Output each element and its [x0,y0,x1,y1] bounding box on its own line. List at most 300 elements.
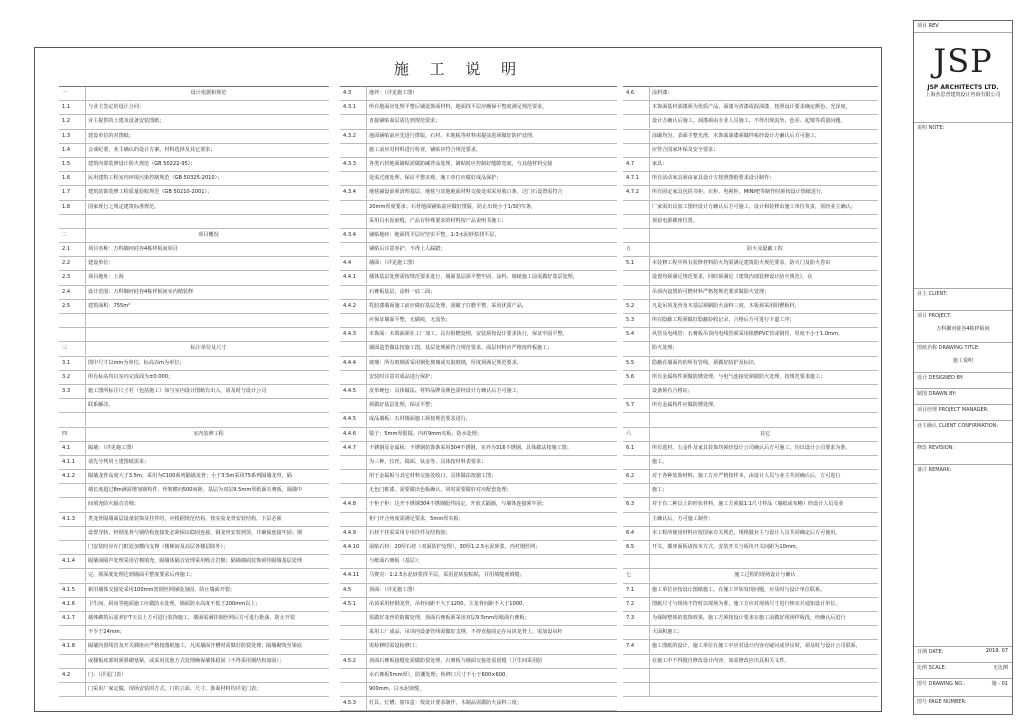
spec-row [59,442,329,456]
spec-row [340,357,617,371]
spec-number: 六 [626,430,632,437]
spec-text: 成品墙板：石材墙面施工须按规范要求进行， [366,413,617,426]
spec-text: 顶面石膏板接缝处需做防裂处理，石膏板与墙面交接处需留缝（卫生间采用防 [366,655,617,668]
spec-number: 6.1 [626,444,635,451]
spec-row [59,342,329,356]
spec-row [623,243,878,257]
spec-number: 1.4 [62,146,71,153]
spec-row [623,385,878,399]
spec-text [649,683,878,696]
spec-number: 五 [626,246,632,253]
spec-row [623,527,878,541]
spec-row [340,144,617,158]
spec-text: 墙体砌筑后需养护7天以上方可进行装饰施工，墙面需满挂钢丝网后方可进行批荡，防止开裂 [85,612,329,625]
spec-number: 4.3.2 [343,132,356,139]
spec-row [340,314,617,328]
spec-text: 或楼板底部时须斜砌塞紧，或采用其他方式处理确保墙体稳固（不得采用钢结构加固）； [85,655,329,668]
spec-row [623,371,878,385]
spec-number: 2.2 [62,260,71,267]
spec-row [59,541,329,555]
spec-text: 木饰面基材油漆须为优质产品，面漆为清漆或混油漆，按照设计要求确定颜色、光泽度， [649,101,878,114]
spec-row [623,669,878,683]
spec-row [623,172,878,186]
spec-row [623,257,878,271]
spec-number: 4.1 [62,444,71,451]
spec-number: 7.3 [626,614,635,621]
spec-number: 4.2 [62,671,71,678]
spec-row [59,513,329,527]
spec-number: 7.1 [626,586,635,593]
spec-text: 对于各种装饰材料，施工方应严格按样本，由设计人员与业主共同确认后，方可进行 [649,470,878,483]
spec-number: 1.7 [62,189,71,196]
spec-row [340,655,617,669]
spec-row [623,399,878,413]
spec-text: 皮革硬包：具体做法、材料品牌及颜色需经设计方确认后方可施工， [366,385,617,398]
spec-text: 马赛克：1:2.5水泥砂浆找平层，采用瓷砖胶粘贴，并用填缝剂填缝； [366,569,617,582]
spec-row [59,569,329,583]
spec-text: 石材干挂需采用专用挂件及结构胶； [366,527,617,540]
spec-row [623,413,878,427]
spec-text: 应符合国家环保及安全要求； [649,144,878,157]
spec-row [59,626,329,640]
spec-number: 6.5 [626,544,635,550]
spec-row [340,513,617,527]
spec-text: 施工。 [649,456,878,469]
spec-row [59,172,329,186]
spec-number: 5.3 [626,317,635,323]
spec-row [623,101,878,115]
spec-row [623,541,878,555]
spec-text: 建设单位的对图纸； [85,130,329,143]
spec-number: 4.4.10 [343,544,360,550]
spec-row [59,314,329,328]
spec-row [59,243,329,257]
drawing-sheet [34,47,882,712]
spec-row [59,598,329,612]
spec-text: 间填充防火隔音岩棉； [85,498,329,511]
spec-text [85,413,329,426]
spec-text: 于柜子柜：达开不锈钢304不锈钢配件固定，开放式隔墙，与墙体连接须牢固； [366,498,617,511]
spec-row [59,271,329,285]
spec-row [623,357,878,371]
drawing-no-block: 图号 DRAWING NO.: 施 - 01 [914,679,1012,697]
project-name: 万科御河硅谷4栋样板间 [936,326,990,332]
spec-row [340,555,617,569]
spec-row [59,413,329,427]
spec-row [59,257,329,271]
spec-number: 4.5 [343,586,352,593]
spec-row [340,640,617,654]
spec-text: 为保障整体的装饰效果，施工方须按设计要求在施工前做好现场样板段，经确认后进行 [649,612,878,625]
spec-text: 主确认后，方可施工制作； [649,513,878,526]
spec-row [59,158,329,172]
spec-text: 与业主签定的设计合同； [85,101,329,114]
spec-text: 家具： [649,158,878,171]
tb-header: 项目 REV [914,21,1012,33]
spec-number: 1.6 [62,175,71,182]
spec-text: 用于金属板与其它材料交接处收口，具体做法按施工图； [366,470,617,483]
client-block: 业主 CLIENT: [914,289,1012,311]
spec-number: 5.4 [626,331,635,338]
spec-row [59,186,329,200]
spec-number: 4.4 [343,260,352,267]
spec-row [623,186,878,200]
spec-text: 玻璃：所有玻璃需采用钢化玻璃或夹胶玻璃，厚度须满足规范要求， [366,357,617,370]
spec-number: 7.2 [626,600,635,607]
spec-text: 大面积施工； [649,626,878,639]
spec-row [623,456,878,470]
spec-text: 设计范围：万科御河硅谷4栋样板间室内精装修 [85,286,329,299]
spec-number: 二 [62,231,68,238]
spec-number: 一 [62,90,68,96]
company-name-cn: 上海杰思普建筑设计咨询有限公司 [925,92,1001,98]
spec-text: 设备须有合格证； [649,385,878,398]
spec-text: 施工； [649,484,878,497]
spec-text: 直接铺贴面层需达到规范要求； [366,115,617,128]
notes-column-2 [340,86,617,711]
spec-text: 图纸尺寸与现场不符时以现场为准，施工方应对现场尺寸进行核实并通知设计单位。 [649,598,878,611]
spec-text: 风管及电线管：石膏板吊顶内电线管须采用阻燃PVC管或钢管，厚度不小于1.0mm， [649,328,878,341]
spec-text: 室内装修工程 [85,428,329,441]
spec-text: 防火处理； [649,342,878,355]
spec-text: 其它 [649,428,878,441]
spec-number: 5.1 [626,260,635,267]
notes-block: 说明 NOTE: [914,123,1012,289]
spec-row [623,158,878,172]
spec-row [340,243,617,257]
spec-row [623,215,878,229]
spec-number: 4.4.5 [343,416,356,423]
spec-number: 4.1.2 [62,473,75,480]
spec-row [59,300,329,314]
spec-row [340,669,617,683]
spec-text: 施工单位应按设计图纸施工，在施工中如发现问题，应及时与设计单位联系。 [649,584,878,597]
project-block: 项目 PROJECT: 万科御河硅谷4栋样板间 [914,311,1012,343]
spec-text: 水石膏板5mm厚），防潮处理；检修口尺寸不小于600×600， [366,669,617,682]
spec-row [59,286,329,300]
spec-text: 门：（详见门表） [85,669,329,682]
spec-row [623,640,878,654]
spec-text: 项目地址：上海 [85,271,329,284]
spec-text: 施工前应对材料进行检查，铺贴应符合规范要求， [366,144,617,157]
spec-text: 铺贴后注意养护，不得上人踩踏； [366,243,617,256]
spec-row [623,442,878,456]
spec-text: 业主提供的土建及设备安装图纸； [85,115,329,128]
spec-text: 凡是吊顶龙骨及木基层须刷防火涂料三度，木板须采用阻燃板材， [649,300,878,313]
spec-text [649,555,878,568]
spec-row [340,115,617,129]
spec-number: 4.3.4 [343,189,356,196]
spec-text: 顶面：（详见施工图） [366,584,617,597]
spec-text: 会谈纪要、业主确认的设计方案、材料选择及其它要求； [85,144,329,157]
spec-row [340,130,617,144]
spec-row [340,456,617,470]
spec-text: 门采用厂家定做，现场安装的方式，门的立面、尺寸、饰面材料均详见门表； [85,683,329,696]
spec-row [340,101,617,115]
drawing-title-block: 图纸名称 DRAWING TITLE: 施工说明 [914,343,1012,373]
spec-text: 为三种，拉丝、镜面、钛金等，具体按材料表要求； [366,456,617,469]
spec-row [340,300,617,314]
spec-text [85,215,329,228]
spec-text: 涂刷均匀，表面平整光滑，木饰面油漆须做样板经设计方确认后方可施工， [649,130,878,143]
spec-text: 项目概况 [85,229,329,242]
spec-text: 吊顶内设置的可燃材料严格按规范要求做防火处理； [649,286,878,299]
spec-row [340,413,617,427]
designed-block: 设计 DESIGNED BY: [914,373,1012,389]
revision-block: 修改 REVISION: [914,443,1012,465]
spec-row [59,527,329,541]
spec-row [623,130,878,144]
spec-row [59,215,329,229]
spec-text [649,413,878,426]
spec-text: 涂料漆： [649,87,878,100]
spec-number: 4.7.2 [626,189,639,196]
spec-text [85,314,329,327]
spec-number: 6.2 [626,473,635,480]
spec-row [340,271,617,285]
remark-block: 备注 REMARK: [914,465,1012,647]
spec-number: 5.6 [626,373,635,380]
spec-text: 图中尺寸以mm为单位，标高以m为单位； [85,357,329,370]
spec-number: 1.5 [62,160,71,167]
spec-text: 所有地面应处理平整后铺设饰面材料，地面找平层应确保平整度满足规范要求， [366,101,617,114]
spec-text: 墙长度超过8m满需增加钢构件，骨架横向500间距，基层为双层9.5mm厚纸面石膏板，隔墙中 [85,484,329,497]
spec-row [59,101,329,115]
spec-text: 民用建筑工程室内环境污染控制规范（GB 50325-2010）； [85,172,329,185]
spec-row [340,215,617,229]
spec-text: 门安装时应在门框处加横向支撑（楼梯间及高层各楼层除外）； [85,541,329,554]
spec-text: 所有隐蔽工程须做好隐蔽验收记录，合格后方可进行下道工序； [649,314,878,327]
spec-row [623,87,878,101]
spec-number: 七 [626,572,632,579]
spec-number: 1.2 [62,118,71,125]
spec-row [340,385,617,399]
spec-row [59,669,329,683]
spec-row [59,115,329,129]
spec-number: 7.4 [626,643,635,650]
spec-row [623,683,878,697]
spec-text: 所有选材、五金件及家具装饰均须经设计公司确认后方可施工，均以设计公司要求为准， [649,442,878,455]
spec-row [623,612,878,626]
confirm-block: 业主确认 CLIENT CONFIRMATION: [914,421,1012,443]
page-title: 施 工 说 明 [393,60,525,78]
spec-number: 5.5 [626,359,635,366]
spec-number: 4.4.4 [343,359,356,366]
spec-text: 地毯铺设前须清理基层，地毯与其他地面材料交接处需采用收口条，过门石设置需符合 [366,186,617,199]
notes-column-1 [59,86,329,697]
spec-row [623,470,878,484]
spec-text: 建筑内部装修设计防火规范（GB 50222-95）； [85,158,329,171]
spec-row [623,286,878,300]
spec-row [59,428,329,442]
spec-number: 4.4.7 [343,444,356,451]
spec-text: 不锈钢及金属板：不锈钢装饰条采用304不锈钢，室外为316不锈钢，具体做法按施工图； [366,442,617,455]
scale-block: 比例 SCALE: 无比例 [914,663,1012,679]
spec-text: 厂家需出具加工图经设计方确认后方可施工，设计和装修由施工单位负责，需经业主确认； [649,201,878,214]
spec-text: 各类石材地面铺贴需做防碱背涂处理，铺贴时应控制好缝隙宽度，与其他材料交接 [366,158,617,171]
spec-text: 石膏板基层，涂料一底二面； [366,286,617,299]
spec-row [59,470,329,484]
spec-text: 联系解决。 [85,399,329,412]
spec-text: 地坪：（详见施工图） [366,87,617,100]
spec-row [340,172,617,186]
spec-text: 所有固定家具包括书柜、衣柜、电视柜、MINI吧等制作时须按设计图纸进行， [649,186,878,199]
spec-text: 灯具、灯槽、窗帘盒：按设计要求制作，木制品需做防火涂料三度； [366,697,617,710]
spec-number: 4.5.3 [343,700,356,707]
spec-row [623,229,878,243]
spec-row [340,584,617,598]
company-logo-block [914,33,1012,123]
spec-row [340,201,617,215]
spec-row [623,569,878,583]
spec-text: 应保证墙面平整，无刷痕，无流坠； [366,314,617,327]
spec-text: 隔墙内置线管及开关插座应严格按图纸施工，凡需墙面开槽时需做好防裂处理；隔墙砌筑至梁底 [85,640,329,653]
spec-row [340,342,617,356]
spec-row [59,555,329,569]
spec-number: 1.1 [62,104,71,111]
spec-text: 设置导轨，轻钢龙骨与钢结构连接处必须保证稳固连接，钢龙骨安装到顶，并确保连接牢固；钢 [85,527,329,540]
pm-block: 项目经理 PROJECT MANAGER: [914,405,1012,421]
spec-number: 三 [62,345,68,352]
spec-number: 6.4 [626,529,635,536]
spec-row [340,87,617,101]
spec-text: 国家现行之规定建筑标准规范。 [85,201,329,214]
spec-text: 采用白水泥嵌缝，产品有特殊要求的材料按产品说明书施工； [366,215,617,228]
spec-row [59,371,329,385]
spec-number: 4.3.3 [343,160,356,167]
spec-row [623,342,878,356]
spec-text: 标注单位及尺寸 [85,342,329,355]
spec-row [623,498,878,512]
spec-number: 3.1 [62,359,71,366]
spec-row [340,527,617,541]
spec-text: 请先分判用土建图纸需求； [85,456,329,469]
spec-row [59,640,329,654]
spec-row [59,385,329,399]
spec-number: 4.4.9 [343,529,356,536]
company-name-en: JSP ARCHITECTS LTD. [927,84,999,91]
spec-text: 处需过渡处理，保证平整美观，施工单位应做好成品保护； [366,172,617,185]
spec-text: 900mm，白水泥嵌缝， [366,683,617,696]
spec-text [85,328,329,341]
spec-row [623,626,878,640]
spec-row [623,300,878,314]
spec-text: 施工图纸的设计，施工单位在施工中应对设计内容有疑问或异议时，须及时与设计公司联系， [649,640,878,653]
spec-text: 对于有二种以上的形状材料，施工方须做1:1尺寸样品（墙纸或布幔）经设计人员及业 [649,498,878,511]
spec-text: 不少于24mm； [85,626,329,639]
spec-text: 预留电源插座位置。 [649,215,878,228]
spec-row [59,87,329,101]
spec-number: 四 [62,430,68,437]
spec-text: 建筑装饰装修工程质量验收规范（GB 50210-2001）； [85,186,329,199]
spec-number: 4.4.1 [343,274,356,281]
spec-number: 4.3.4 [343,231,356,238]
spec-row [340,697,617,711]
spec-row [340,612,617,626]
spec-row [340,626,617,640]
spec-number: 4.4.3 [343,331,356,338]
spec-number: 2.3 [62,274,71,281]
spec-text: 新旧墙体交接处采用100mm宽钢丝网铺设加固，防止墙面开裂； [85,584,329,597]
spec-text: 隐蔽在墙面内的所有管线，须做好防护及标识， [649,357,878,370]
spec-text [649,229,878,242]
spec-number: 1.8 [62,203,71,210]
spec-text: 所有活动家具须由家具设计方按照图纸要求设计制作； [649,172,878,185]
spec-text: 铺贴地砖：地面找平层应坚实平整，1:3水泥砂浆找平层， [366,229,617,242]
spec-number: 4.1.3 [62,515,75,522]
spec-number: 3.2 [62,373,71,380]
spec-row [340,286,617,300]
spec-row [623,115,878,129]
spec-row [59,130,329,144]
spec-row [340,229,617,243]
spec-text: 设计依据和规范 [85,87,329,100]
page-block: 图号 PAGE NUMBER: [917,699,967,705]
spec-number: 4.4.8 [343,501,356,508]
spec-row [340,186,617,200]
spec-row [59,144,329,158]
spec-number: 4.1.4 [62,558,75,565]
spec-row [340,428,617,442]
spec-number: 2.5 [62,302,71,309]
spec-number: 4.5.2 [343,657,356,664]
spec-row [340,328,617,342]
spec-number: 4.6 [626,90,635,96]
spec-text: 墙面：（详见施工图） [366,257,617,270]
spec-text: 施工过程的现场设计与确认 [649,569,878,582]
spec-row [59,456,329,470]
spec-text [649,669,878,682]
spec-text: 无色门框漆，需要做出色板确认，同时需要做好对应配套处理； [366,484,617,497]
spec-number: 4.1.8 [62,643,75,650]
spec-number: 4.3 [343,90,352,96]
spec-number: 4.1.7 [62,614,75,621]
spec-number: 4.1.1 [62,458,75,465]
spec-row [340,399,617,413]
spec-text: 项目名称：万科御河硅谷4栋样板间项目 [85,243,329,256]
spec-text: 本工程所使用材料应按国家有关规范，规格做业主与设计人员共同确定后方可使用。 [649,527,878,540]
spec-text: 隔墙面隔声处理采用岩棉填充，隔墙体隔音处理采用吸音岩棉；隔墙墙面装饰须待隔墙基层处理 [85,555,329,568]
drawing-title: 施工说明 [952,358,973,364]
spec-row [340,541,617,555]
spec-number: 4.3.1 [343,104,356,111]
spec-row [623,271,878,285]
spec-row [340,470,617,484]
spec-row [340,442,617,456]
spec-text: 墙体基层处理需按规范要求进行，墙面基层须平整牢固，涂料、墙纸施工前需做好基层处理， [366,271,617,284]
spec-number: 4.4.5 [343,387,356,394]
spec-row [59,229,329,243]
spec-row [623,201,878,215]
spec-text: 隔墙龙骨高度大于3.5m，采用为C100系列隔墙龙骨；小于3.5m采用75系列隔墙龙骨，隔 [85,470,329,483]
spec-text: 木饰面：木饰面须在工厂加工，具有阻燃处理，安装须按设计要求执行，保证牢固平整， [366,328,617,341]
notes-column-3 [623,86,878,697]
spec-number: 4.7.1 [626,175,639,182]
spec-text: 镜子：5mm厚银镜，内衬9mm夹板，防水处理； [366,428,617,441]
spec-number: 4.4.6 [343,430,356,437]
spec-text: 所有金属构件须做防锈处理，与电气连接处须做防火处理，按规范要求施工； [649,371,878,384]
spec-number: 4.4.11 [343,572,360,579]
spec-row [59,498,329,512]
spec-text: 需检修时需设检修口； [366,640,617,653]
spec-number: 4.1.6 [62,600,75,607]
spec-text: 开关、插座面板请按本方式，安装开关与板块开关间距为10mm。 [649,541,878,554]
spec-text: 施工图所标注尺寸若（包括施工）如与室内设计图纸有出入，请及时与设计公司 [85,385,329,398]
spec-text: 完，须深度处理达到墙面平整度要求后再施工； [85,569,329,582]
spec-text: 地面铺贴前应先进行排版，石材、木地板等材料需提前进场做好防护处理， [366,130,617,143]
spec-row [59,357,329,371]
spec-row [59,328,329,342]
